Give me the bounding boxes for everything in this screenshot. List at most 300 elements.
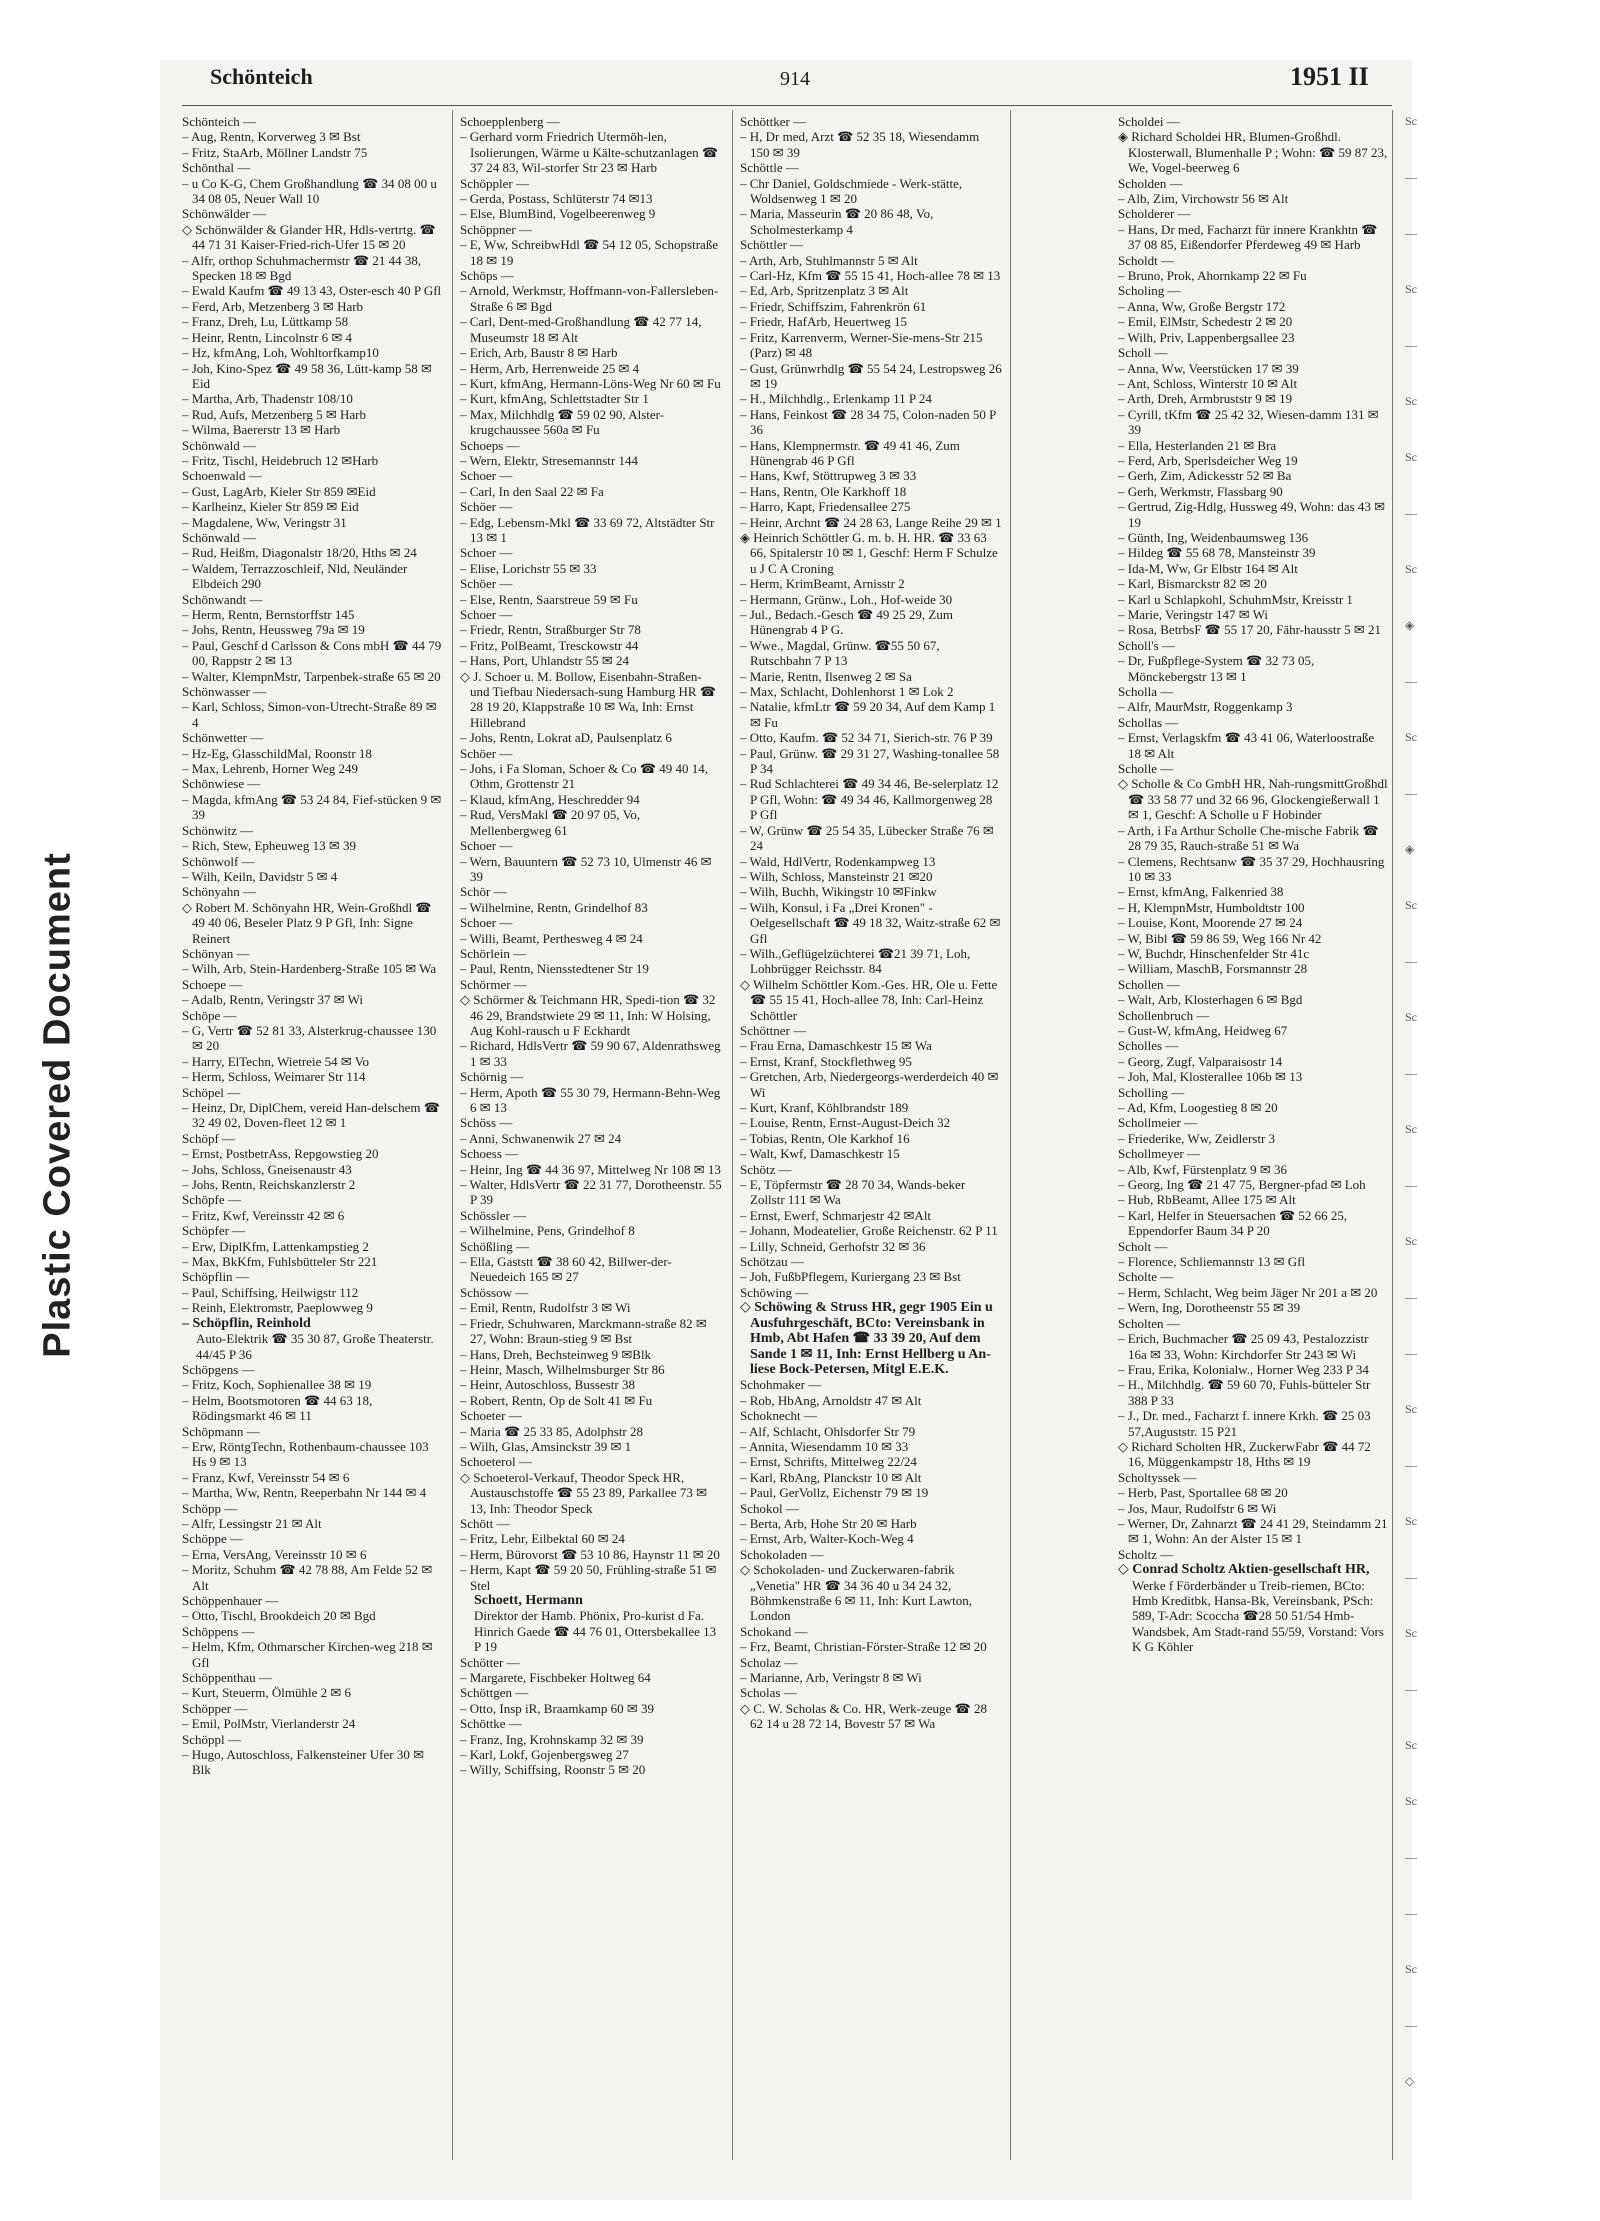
directory-entry: – Dr, Fußpflege-System ☎ 32 73 05, Mönckebergstr 13 ✉ 1 [1118, 653, 1318, 684]
edge-fragment: Sc [1405, 1010, 1417, 1024]
stamp-area [28, 820, 88, 1390]
directory-entry: Direktor der Hamb. Phönix, Pro-kurist d Fa. Hinrich Gaede ☎ 44 76 01, Ottersbekallee 13 P 19 [474, 1608, 720, 1655]
directory-entry: – Günth, Ing, Weidenbaumsweg 136 [1118, 529, 1309, 545]
directory-entry: – W, Grünw ☎ 25 54 35, Lübecker Straße 76 ✉ 24 [740, 822, 998, 854]
directory-entry: – Kurt, kfmAng, Hermann-Löns-Weg Nr 60 ✉ Fu [460, 375, 721, 391]
surname-heading: Schokoladen — [740, 1546, 824, 1562]
directory-entry: – Herm, KrimBeamt, Arnisstr 2 [740, 576, 905, 592]
directory-entry: – Moritz, Schuhm ☎ 42 78 88, Am Felde 52 ✉ Alt [182, 1562, 435, 1593]
directory-entry: – W, Bibl ☎ 59 86 59, Weg 166 Nr 42 [1118, 930, 1322, 946]
directory-entry: – Karlheinz, Kieler Str 859 ✉ Eid [182, 499, 359, 515]
surname-heading: Schöppens — [182, 1623, 255, 1639]
directory-entry: – Friedr, Schiffszim, Fahrenkrön 61 [740, 298, 927, 314]
directory-entry: – Walter, KlempnMstr, Tarpenbek-straße 65 ✉ 20 [182, 668, 441, 684]
edge-fragment: Sc [1405, 1122, 1417, 1136]
directory-entry: – Franz, Dreh, Lu, Lüttkamp 58 [182, 314, 349, 330]
directory-entry: – Rud, Heißm, Diagonalstr 18/20, Hths ✉ 24 [182, 545, 417, 561]
edge-fragment: — [1405, 2018, 1417, 2032]
edge-fragment: Sc [1405, 114, 1417, 128]
surname-heading: Schöpfer — [182, 1223, 246, 1239]
directory-entry: – Ernst, Ewerf, Schmarjestr 42 ✉Alt [740, 1207, 932, 1223]
surname-heading: Schoenwald — [182, 468, 262, 484]
directory-entry: – Hz-Eg, GlasschildMal, Roonstr 18 [182, 745, 372, 761]
directory-entry: – Robert, Rentn, Op de Solt 41 ✉ Fu [460, 1392, 653, 1408]
directory-entry: – Paul, Schiffsing, Heilwigstr 112 [182, 1284, 359, 1300]
directory-entry: ◇ Schörmer & Teichmann HR, Spedi-tion ☎ 32 46 29, Brandstwiete 29 ✉ 11, Inh: W Holsing, Aug Kohl-rausch u F Eckhardt [460, 992, 719, 1038]
surname-heading: Schötz — [740, 1161, 792, 1177]
surname-heading: Schörlein — [460, 945, 527, 961]
directory-entry: – Erw, DiplKfm, Lattenkampstieg 2 [182, 1238, 369, 1254]
directory-entry: – Harro, Kapt, Friedensallee 275 [740, 499, 911, 515]
directory-entry: – Bruno, Prok, Ahornkamp 22 ✉ Fu [1118, 268, 1307, 284]
surname-heading: Schönthal — [182, 160, 251, 176]
directory-entry: – Louise, Kont, Moorende 27 ✉ 24 [1118, 915, 1303, 931]
directory-entry: – Wald, HdlVertr, Rodenkampweg 13 [740, 853, 936, 869]
surname-heading: Schöpe — [182, 1007, 237, 1023]
edge-fragment: — [1405, 1458, 1417, 1472]
column-divider [452, 110, 453, 2160]
surname-heading: Schöttner — [740, 1022, 807, 1038]
surname-heading: Scholling — [1118, 1084, 1185, 1100]
surname-heading: Schoer — [460, 838, 513, 854]
directory-entry: – Tobias, Rentn, Ole Karkhof 16 [740, 1130, 910, 1146]
column-4 [1118, 114, 1391, 2164]
directory-entry: – Gerh, Werkmstr, Flassbarg 90 [1118, 483, 1283, 499]
surname-heading: Schöppner — [460, 221, 532, 237]
directory-entry: – Hans, Klempnermstr. ☎ 49 41 46, Zum Hünengrab 46 P Gfl [740, 437, 964, 468]
directory-entry: – Arnold, Werkmstr, Hoffmann-von-Fallersleben-Straße 6 ✉ Bgd [460, 283, 719, 314]
surname-heading: Scholderer — [1118, 206, 1191, 222]
directory-entry: – Erw, RöntgTechn, Rothenbaum-chaussee 103 Hs 9 ✉ 13 [182, 1438, 432, 1470]
adjacent-page-edge [1405, 114, 1425, 2114]
directory-entry: – Rich, Stew, Epheuweg 13 ✉ 39 [182, 838, 356, 854]
directory-entry: – Fritz, Koch, Sophienallee 38 ✉ 19 [182, 1377, 372, 1393]
directory-entry: – Ed, Arb, Spritzenplatz 3 ✉ Alt [740, 283, 909, 299]
directory-entry: – Ernst, Arb, Walter-Koch-Weg 4 [740, 1531, 914, 1547]
directory-entry: – Maria ☎ 25 33 85, Adolphstr 28 [460, 1423, 644, 1439]
directory-entry: – Anna, Ww, Veerstücken 17 ✉ 39 [1118, 360, 1299, 376]
directory-entry: – Emil, PolMstr, Vierlanderstr 24 [182, 1716, 356, 1732]
directory-entry: – Gerhard vorm Friedrich Utermöh-len, Isolierungen, Wärme u Kälte-schutzanlagen ☎ 37 24 83, Wil-storfer Str 23 ✉ Harb [460, 129, 722, 176]
directory-entry: – Florence, Schliemannstr 13 ✉ Gfl [1118, 1254, 1306, 1270]
directory-entry: – Johs, Schloss, Gneisenaustr 43 [182, 1161, 352, 1177]
edge-fragment: ◈ [1405, 842, 1415, 856]
surname-heading: Schöpp — [182, 1500, 238, 1516]
surname-heading: Schoer — [460, 607, 513, 622]
year-volume: 1951 II [1290, 62, 1369, 91]
edge-fragment: — [1405, 1570, 1417, 1584]
surname-heading: Schollmeier — [1118, 1115, 1198, 1131]
edge-fragment: — [1405, 1178, 1417, 1192]
surname-heading: Schoepe — [182, 976, 243, 992]
edge-fragment: — [1405, 954, 1417, 968]
edge-fragment: Sc [1405, 282, 1417, 296]
surname-heading: Schöttler — [740, 237, 804, 253]
directory-entry: – Emil, Rentn, Rudolfstr 3 ✉ Wi [460, 1300, 631, 1316]
directory-entry: ◇ Robert M. Schönyahn HR, Wein-Großhdl ☎ 49 40 06, Beseler Platz 9 P Gfl, Inh: Signe Reinert [182, 899, 435, 946]
directory-entry: – Herm, Kapt ☎ 59 20 50, Frühling-straße 51 ✉ Stel [460, 1562, 720, 1593]
directory-entry: – Walt, Kwf, Damaschkestr 15 [740, 1146, 900, 1162]
directory-entry: – Wilh, Glas, Amsinckstr 39 ✉ 1 [460, 1438, 632, 1454]
surname-heading: Scholl's — [1118, 637, 1175, 653]
directory-entry: – E, Töpfermstr ☎ 28 70 34, Wands-beker Zollstr 111 ✉ Wa [740, 1177, 969, 1208]
edge-fragment: — [1405, 1066, 1417, 1080]
edge-fragment: — [1405, 506, 1417, 520]
directory-entry: – H, Dr med, Arzt ☎ 52 35 18, Wiesendamm 150 ✉ 39 [740, 129, 983, 160]
directory-entry: – Hz, kfmAng, Loh, Wohltorfkamp10 [182, 345, 379, 361]
surname-heading: Schöpmann — [182, 1423, 260, 1439]
surname-heading: Schörnig — [460, 1069, 524, 1085]
directory-entry: – Ernst, PostbetrAss, Repgowstieg 20 [182, 1146, 379, 1162]
directory-entry: – Wern, Elektr, Stresemannstr 144 [460, 452, 638, 468]
surname-heading: Schokol — [740, 1500, 799, 1516]
directory-entry: – Anna, Ww, Große Bergstr 172 [1118, 298, 1286, 314]
column-divider [732, 110, 733, 2160]
directory-entry: – Joh, FußbPflegem, Kuriergang 23 ✉ Bst [740, 1269, 961, 1285]
surname-heading: Schöss — [460, 1115, 513, 1131]
directory-entry: – Alfr, MaurMstr, Roggenkamp 3 [1118, 699, 1293, 715]
edge-fragment: — [1405, 1906, 1417, 1920]
surname-heading: Schöppenhauer — [182, 1593, 279, 1608]
surname-heading: Schöppler — [460, 175, 529, 191]
directory-entry: – Wilma, Baererstr 13 ✉ Harb [182, 422, 341, 438]
surname-heading: Schöpper — [182, 1700, 248, 1716]
directory-entry: – Rud, Aufs, Metzenberg 5 ✉ Harb [182, 406, 366, 422]
surname-heading: Scholles — [1118, 1038, 1179, 1054]
directory-entry: ◇ Wilhelm Schöttler Kom.-Ges. HR, Ole u. Fette ☎ 55 15 41, Hoch-allee 78, Inh: Carl-Heinz Schöttler [740, 976, 1001, 1023]
edge-fragment: Sc [1405, 562, 1417, 576]
directory-page [160, 60, 1417, 2200]
surname-heading: Schöttke — [460, 1716, 522, 1732]
directory-entry: – Chr Daniel, Goldschmiede - Werk-stätte, Woldsenweg 1 ✉ 20 [740, 175, 966, 207]
directory-entry: – Gertrud, Zig-Hdlg, Hussweg 49, Wohn: das 43 ✉ 19 [1118, 499, 1389, 530]
edge-fragment: Sc [1405, 450, 1417, 464]
directory-entry: ◈ Richard Scholdei HR, Blumen-Großhdl. Klosterwall, Blumenhalle P ; Wohn: ☎ 59 87 23, We, Vogel-beerweg 6 [1118, 129, 1391, 176]
edge-fragment: — [1405, 1290, 1417, 1304]
directory-entry: – Wilh, Schloss, Mansteinstr 21 ✉20 [740, 868, 933, 884]
edge-fragment: Sc [1405, 1626, 1417, 1640]
surname-heading: Schönyahn — [182, 884, 257, 900]
directory-entry: – Gerda, Postass, Schlüterstr 74 ✉13 [460, 191, 653, 207]
directory-entry: – Hans, Port, Uhlandstr 55 ✉ 24 [460, 653, 630, 669]
directory-entry: Werke f Förderbänder u Treib-riemen, BCto: Hmb Kreditbk, Hansa-Bk, Vereinsbank, PSch: 589, T-Adr: Scoccha ☎28 50 51/54 Hmb-Wandsbek, Am Stadt-rand 55/59, Vorstand: Vors K G Köhler [1132, 1577, 1388, 1655]
surname-heading: Scholla — [1118, 684, 1174, 700]
directory-entry: – Fritz, StaArb, Möllner Landstr 75 [182, 144, 368, 160]
surname-heading: Schoess — [460, 1146, 519, 1162]
directory-entry: – Friederike, Ww, Zeidlerstr 3 [1118, 1130, 1276, 1146]
directory-entry: – Rud Schlachterei ☎ 49 34 46, Be-selerplatz 12 P Gfl, Wohn: ☎ 49 34 46, Kallmorgenweg 28 P Gfl [740, 776, 1002, 823]
directory-entry: – Erich, Buchmacher ☎ 25 09 43, Pestalozzistr 16a ✉ 33, Wohn: Kirchdorfer Str 243 ✉ Wi [1118, 1331, 1372, 1362]
surname-heading: Schönyan — [182, 945, 250, 961]
directory-entry: – Georg, Zugf, Valparaisostr 14 [1118, 1053, 1283, 1069]
surname-heading: Schönwetter — [182, 730, 264, 746]
surname-heading: Schönwasser — [182, 684, 267, 700]
directory-entry: – Magdalene, Ww, Veringstr 31 [182, 514, 347, 530]
directory-entry: – Ella, Hesterlanden 21 ✉ Bra [1118, 437, 1277, 453]
surname-heading: Schöpgens — [182, 1361, 255, 1377]
surname-heading: Schoeps — [460, 437, 520, 453]
directory-entry: – W, Buchdr, Hinschenfelder Str 41c [1118, 945, 1310, 961]
directory-entry: ◇ Schönwälder & Glander HR, Hdls-vertrtg. ☎ 44 71 31 Kaiser-Fried-rich-Ufer 15 ✉ 20 [182, 221, 439, 253]
directory-entry: – Helm, Kfm, Othmarscher Kirchen-weg 218 ✉ Gfl [182, 1639, 436, 1670]
directory-entry: – Anni, Schwanenwik 27 ✉ 24 [460, 1130, 622, 1146]
directory-entry: – Herm, Schloss, Weimarer Str 114 [182, 1069, 366, 1085]
surname-heading: Schoer — [460, 468, 513, 484]
directory-entry: – Marianne, Arb, Veringstr 8 ✉ Wi [740, 1670, 922, 1686]
directory-entry: – Else, BlumBind, Vogelbeerenweg 9 [460, 206, 656, 222]
directory-entry: – Karl, Lokf, Gojenbergsweg 27 [460, 1747, 629, 1763]
surname-heading: Schöwing — [740, 1284, 809, 1300]
header-rule [182, 105, 1392, 106]
directory-entry: – Margarete, Fischbeker Holtweg 64 [460, 1670, 651, 1686]
surname-heading: Schöttle — [740, 160, 799, 176]
directory-entry: ◇ Schöwing & Struss HR, gegr 1905 Ein u Ausfuhrgeschäft, BCto: Vereinsbank in Hmb, Abt Hafen ☎ 33 39 20, Auf dem Sande 1 ✉ 11, Inh: Ernst Hellberg u An-liese Bock-Petersen, Mitgl E.E.K. [740, 1300, 996, 1377]
directory-entry: – Werner, Dr, Zahnarzt ☎ 24 41 29, Steindamm 21 ✉ 1, Wohn: An der Alster 15 ✉ 1 [1118, 1515, 1391, 1547]
directory-entry: – Wilhelmine, Pens, Grindelhof 8 [460, 1223, 635, 1239]
surname-heading: Schoeterol — [460, 1454, 532, 1470]
directory-entry: – Harry, ElTechn, Wietreie 54 ✉ Vo [182, 1053, 369, 1069]
directory-entry: – Paul, Rentn, Niensstedtener Str 19 [460, 961, 649, 977]
directory-entry: – Alfr, Lessingstr 21 ✉ Alt [182, 1515, 322, 1531]
directory-entry: – Max, Milchhdlg ☎ 59 02 90, Alster-krugchaussee 560a ✉ Fu [460, 406, 665, 438]
surname-heading: Schoer — [460, 545, 513, 561]
surname-heading: Schöppenthau — [182, 1670, 272, 1686]
surname-heading: Scholle — [1118, 761, 1174, 777]
directory-entry: – Ant, Schloss, Winterstr 10 ✉ Alt [1118, 375, 1298, 391]
directory-entry: – Annita, Wiesendamm 10 ✉ 33 [740, 1438, 909, 1454]
directory-entry: – Wilh, Priv, Lappenbergsallee 23 [1118, 329, 1295, 345]
edge-fragment: Sc [1405, 1962, 1417, 1976]
directory-entry: – Ella, Gaststt ☎ 38 60 42, Billwer-der-Neuedeich 165 ✉ 27 [460, 1254, 672, 1285]
surname-heading: Schöttker — [740, 114, 807, 129]
directory-entry: – Johs, Rentn, Heussweg 79a ✉ 19 [182, 622, 365, 638]
edge-fragment: Sc [1405, 1234, 1417, 1248]
surname-heading: Scholte — [1118, 1269, 1174, 1285]
directory-entry: – Jos, Maur, Rudolfstr 6 ✉ Wi [1118, 1500, 1277, 1516]
column-divider [1392, 110, 1393, 2160]
directory-entry: – Friedr, Schuhwaren, Marckmann-straße 82 ✉ 27, Wohn: Braun-stieg 9 ✉ Bst [460, 1315, 711, 1347]
directory-entry: – Martha, Arb, Thadenstr 108/10 [182, 391, 353, 407]
directory-entry: – Lilly, Schneid, Gerhofstr 32 ✉ 36 [740, 1238, 926, 1254]
surname-heading: Schollmeyer — [1118, 1146, 1200, 1162]
directory-entry: – Frau Erna, Damaschkestr 15 ✉ Wa [740, 1038, 932, 1054]
directory-entry: – Heinr, Ing ☎ 44 36 97, Mittelweg Nr 108 ✉ 13 [460, 1161, 721, 1177]
directory-entry: – Maria, Masseurin ☎ 20 86 48, Vo, Scholmesterkamp 4 [740, 206, 937, 237]
directory-entry: – Rud, VersMakl ☎ 20 97 05, Vo, Mellenbergweg 61 [460, 807, 644, 838]
directory-entry: – Hans, Feinkost ☎ 28 34 75, Colon-naden 50 P 36 [740, 406, 1000, 438]
page-number: 914 [780, 68, 810, 90]
edge-fragment: Sc [1405, 1402, 1417, 1416]
edge-fragment: ◈ [1405, 618, 1415, 632]
directory-entry: – Alb, Zim, Virchowstr 56 ✉ Alt [1118, 191, 1289, 207]
directory-entry: – Emil, ElMstr, Schedestr 2 ✉ 20 [1118, 314, 1293, 330]
edge-fragment: — [1405, 226, 1417, 240]
surname-heading: Schöer — [460, 745, 513, 761]
surname-heading: Scholtyssek — [1118, 1469, 1197, 1485]
directory-entry: – Ernst, Kranf, Stockflethweg 95 [740, 1053, 912, 1069]
directory-entry: – Franz, Kwf, Vereinsstr 54 ✉ 6 [182, 1469, 350, 1485]
directory-entry: ◇ Conrad Scholtz Aktien-gesellschaft HR, [1118, 1562, 1370, 1578]
directory-entry: – Herm, Schlacht, Weg beim Jäger Nr 201 a ✉ 20 [1118, 1284, 1378, 1300]
surname-heading: Schöppl — [182, 1731, 241, 1747]
directory-entry: – Joh, Mal, Klosterallee 106b ✉ 13 [1118, 1069, 1303, 1085]
directory-entry: – Paul, GerVollz, Eichenstr 79 ✉ 19 [740, 1485, 929, 1501]
surname-heading: Schoeter — [460, 1408, 522, 1424]
surname-heading: Schollen — [1118, 976, 1180, 992]
directory-entry: – Karl, RbAng, Planckstr 10 ✉ Alt [740, 1469, 922, 1485]
directory-entry: – Heinr, Masch, Wilhelmsburger Str 86 [460, 1361, 665, 1377]
directory-entry: – Edg, Lebensm-Mkl ☎ 33 69 72, Altstädter Str 13 ✉ 1 [460, 514, 718, 545]
surname-heading: Schönwandt — [182, 591, 263, 607]
directory-entry: – Heinr, Rentn, Lincolnstr 6 ✉ 4 [182, 329, 352, 345]
directory-entry: ◇ Scholle & Co GmbH HR, Nah-rungsmittGroßhdl ☎ 33 58 77 und 32 66 96, Glockengießerwall 1 ✉ 1, Geschf: A Scholle u F Hobinder [1118, 776, 1391, 823]
surname-heading: Schoknecht — [740, 1408, 817, 1424]
surname-heading: Schohmaker — [740, 1377, 822, 1393]
edge-fragment: Sc [1405, 730, 1417, 744]
edge-fragment: Sc [1405, 1794, 1417, 1808]
directory-entry: – Herm, Bürovorst ☎ 53 10 86, Haynstr 11 ✉ 20 [460, 1546, 720, 1562]
directory-entry: – Max, Lehrenb, Horner Weg 249 [182, 761, 358, 777]
directory-entry: – H., Milchhdlg., Erlenkamp 11 P 24 [740, 391, 932, 407]
surname-heading: Scholdt — [1118, 252, 1174, 268]
directory-entry: – Helm, Bootsmotoren ☎ 44 63 18, Rödingsmarkt 46 ✉ 11 [182, 1392, 376, 1424]
directory-entry: – Alf, Schlacht, Ohlsdorfer Str 79 [740, 1423, 916, 1439]
directory-entry: – Friedr, HafArb, Heuertweg 15 [740, 314, 907, 330]
directory-entry: – Herb, Past, Sportallee 68 ✉ 20 [1118, 1485, 1288, 1501]
directory-entry: – Natalie, kfmLtr ☎ 59 20 34, Auf dem Kamp 1 ✉ Fu [740, 699, 999, 730]
surname-heading: Scholaz — [740, 1654, 798, 1670]
surname-heading: Schötzau — [740, 1254, 804, 1270]
surname-heading: Scholten — [1118, 1315, 1180, 1331]
directory-entry: – Fritz, PolBeamt, Tresckowstr 44 [460, 637, 639, 653]
directory-entry: – Ernst, Schrifts, Mittelweg 22/24 [740, 1454, 917, 1470]
surname-heading: Schönwolf — [182, 853, 255, 869]
edge-fragment: — [1405, 1850, 1417, 1864]
directory-entry: – Hans, Dreh, Bechsteinweg 9 ✉Blk [460, 1346, 652, 1362]
directory-entry: – Walt, Arb, Klosterhagen 6 ✉ Bgd [1118, 992, 1303, 1008]
directory-entry: – Max, Schlacht, Dohlenhorst 1 ✉ Lok 2 [740, 684, 954, 700]
directory-entry: – Martha, Ww, Rentn, Reeperbahn Nr 144 ✉ 4 [182, 1485, 427, 1501]
edge-fragment: — [1405, 170, 1417, 184]
surname-heading: Schößling — [460, 1238, 529, 1254]
surname-heading: Scholas — [740, 1685, 797, 1701]
surname-heading: Schörmer — [460, 976, 527, 992]
directory-entry: – Karl u Schlapkohl, SchuhmMstr, Kreisstr 1 [1118, 591, 1353, 607]
directory-entry: – J., Dr. med., Facharzt f. innere Krkh. ☎ 25 03 57,Auguststr. 15 P21 [1118, 1408, 1374, 1439]
directory-entry: – Wwe., Magdal, Grünw. ☎55 50 67, Rutschbahn 7 P 13 [740, 637, 943, 669]
surname-heading: Schössow — [460, 1284, 529, 1300]
directory-entry: – Walter, HdlsVertr ☎ 22 31 77, Dorotheenstr. 55 P 39 [460, 1177, 725, 1208]
directory-entry: – Georg, Ing ☎ 21 47 75, Bergner-pfad ✉ Loh [1118, 1177, 1366, 1193]
edge-fragment: — [1405, 1682, 1417, 1696]
directory-entry: – Gust-W, kfmAng, Heidweg 67 [1118, 1022, 1288, 1038]
surname-heading: Schönwälder — [182, 206, 267, 222]
directory-entry: – Wern, Ing, Dorotheenstr 55 ✉ 39 [1118, 1300, 1301, 1316]
surname-heading: Schönwald — [182, 437, 257, 453]
directory-entry: – Willy, Schiffsing, Roonstr 5 ✉ 20 [460, 1762, 646, 1778]
surname-heading: Schönwitz — [182, 822, 254, 838]
directory-entry: – Magda, kfmAng ☎ 53 24 84, Fief-stücken 9 ✉ 39 [182, 791, 445, 823]
surname-heading: Scholdei — [1118, 114, 1180, 129]
directory-entry: – Carl, Dent-med-Großhandlung ☎ 42 77 14, Museumstr 18 ✉ Alt [460, 314, 705, 345]
directory-entry: – Klaud, kfmAng, Heschredder 94 [460, 791, 640, 807]
edge-fragment: — [1405, 786, 1417, 800]
edge-fragment: — [1405, 338, 1417, 352]
directory-entry: – Wilh, Keiln, Davidstr 5 ✉ 4 [182, 868, 338, 884]
directory-entry: – Schöpflin, Reinhold [182, 1315, 311, 1331]
directory-entry: – Wern, Bauuntern ☎ 52 73 10, Ulmenstr 46 ✉ 39 [460, 853, 715, 884]
directory-entry: – Marie, Veringstr 147 ✉ Wi [1118, 607, 1268, 622]
directory-entry: – Jul., Bedach.-Gesch ☎ 49 25 29, Zum Hünengrab 4 P G. [740, 607, 957, 638]
directory-entry: ◇ Richard Scholten HR, ZuckerwFabr ☎ 44 72 16, Müggenkampstr 18, Hths ✉ 19 [1118, 1438, 1375, 1470]
surname-heading: Schönwiese — [182, 776, 261, 792]
directory-entry: – Gerh, Zim, Adickesstr 52 ✉ Ba [1118, 468, 1292, 484]
surname-heading: Schöer — [460, 576, 513, 592]
directory-entry: – Arth, Arb, Stuhlmannstr 5 ✉ Alt [740, 252, 918, 268]
surname-heading: Scholing — [1118, 283, 1181, 299]
surname-heading: Schollas — [1118, 714, 1179, 730]
surname-heading: Schöps — [460, 268, 514, 284]
surname-heading: Schöpfe — [182, 1192, 241, 1208]
directory-entry: – Johann, Modeatelier, Große Reichenstr. 62 P 11 [740, 1223, 998, 1239]
directory-entry: – u Co K-G, Chem Großhandlung ☎ 34 08 00 u 34 08 05, Neuer Wall 10 [182, 175, 441, 207]
directory-entry: – Kurt, Steuerm, Ölmühle 2 ✉ 6 [182, 1685, 352, 1701]
directory-entry: – Karl, Helfer in Steuersachen ☎ 52 66 25, Eppendorfer Baum 34 P 20 [1118, 1207, 1351, 1239]
surname-heading: Schöppe — [182, 1531, 244, 1547]
directory-entry: – Cyrill, tKfm ☎ 25 42 32, Wiesen-damm 131 ✉ 39 [1118, 406, 1382, 438]
directory-entry: ◇ C. W. Scholas & Co. HR, Werk-zeuge ☎ 28 62 14 u 28 72 14, Bovestr 57 ✉ Wa [740, 1700, 991, 1732]
directory-entry: – Hans, Dr med, Facharzt für innere Krankhtn ☎ 37 08 85, Eißendorfer Pferdeweg 49 ✉ Harb [1118, 221, 1381, 253]
directory-entry: – Joh, Kino-Spez ☎ 49 58 36, Lütt-kamp 58 ✉ Eid [182, 360, 436, 391]
directory-entry: – Erna, VersAng, Vereinsstr 10 ✉ 6 [182, 1546, 367, 1562]
directory-entry: – Wilh, Konsul, i Fa „Drei Kronen" - Oelgesellschaft ☎ 49 18 32, Waitz-straße 62 ✉ Gfl [740, 899, 1004, 946]
directory-entry: – Ernst, Verlagskfm ☎ 43 41 06, Waterloostraße 18 ✉ Alt [1118, 730, 1378, 761]
surname-heading: Schollenbruch — [1118, 1007, 1210, 1023]
directory-entry: – Franz, Ing, Krohnskamp 32 ✉ 39 [460, 1731, 644, 1747]
directory-entry: – Ernst, kfmAng, Falkenried 38 [1118, 884, 1284, 900]
directory-entry: – Erich, Arb, Baustr 8 ✉ Harb [460, 345, 618, 361]
directory-entry: – Wilhelmine, Rentn, Grindelhof 83 [460, 899, 648, 915]
directory-entry: – H., Milchhdlg. ☎ 59 60 70, Fuhls-bütteler Str 388 P 33 [1118, 1377, 1374, 1408]
directory-entry: – Fritz, Tischl, Heidebruch 12 ✉Harb [182, 452, 379, 468]
directory-entry: – Otto, Kaufm. ☎ 52 34 71, Sierich-str. 76 P 39 [740, 730, 993, 746]
surname-heading: Schött — [460, 1515, 510, 1531]
directory-entry: – Otto, Insp iR, Braamkamp 60 ✉ 39 [460, 1700, 654, 1716]
directory-entry: – Heinr, Autoschloss, Bussestr 38 [460, 1377, 635, 1393]
column-divider [1010, 110, 1011, 2160]
directory-entry: – Karl, Schloss, Simon-von-Utrecht-Straße 89 ✉ 4 [182, 699, 440, 730]
directory-entry: – Else, Rentn, Saarstreue 59 ✉ Fu [460, 591, 638, 607]
column-3 [740, 114, 1005, 2164]
directory-entry: – Fritz, Kwf, Vereinsstr 42 ✉ 6 [182, 1207, 345, 1223]
directory-entry: – Paul, Geschf d Carlsson & Cons mbH ☎ 44 79 00, Rappstr 2 ✉ 13 [182, 637, 445, 669]
directory-entry: – Hans, Kwf, Stöttrupweg 3 ✉ 33 [740, 468, 917, 484]
surname-heading: Schönteich — [182, 114, 257, 129]
directory-entry: – Gust, LagArb, Kieler Str 859 ✉Eid [182, 483, 376, 499]
surname-heading: Schötter — [460, 1654, 520, 1670]
directory-entry: – Rob, HbAng, Arnoldstr 47 ✉ Alt [740, 1392, 922, 1408]
surname-heading: Schöttgen — [460, 1685, 529, 1701]
directory-entry: – Max, BkKfm, Fuhlsbütteler Str 221 [182, 1254, 378, 1270]
surname-heading: Schokand — [740, 1623, 808, 1639]
directory-entry: – Rosa, BetrbsF ☎ 55 17 20, Fähr-hausstr 5 ✉ 21 [1118, 622, 1381, 638]
directory-entry: – Carl-Hz, Kfm ☎ 55 15 41, Hoch-allee 78 ✉ 13 [740, 268, 1001, 284]
directory-entry: – Elise, Lorichstr 55 ✉ 33 [460, 560, 597, 576]
directory-entry: ◇ Schokoladen- und Zuckerwaren-fabrik „Venetia" HR ☎ 34 36 40 u 34 24 32, Böhmkenstraße 6 ✉ 11, Inh: Kurt Lawton, London [740, 1562, 976, 1624]
directory-entry: – Wilh.,Geflügelzüchterei ☎21 39 71, Loh, Lohbrügger Reichsstr. 84 [740, 945, 974, 977]
surname-heading: Schöpel — [182, 1084, 241, 1100]
directory-entry: Auto-Elektrik ☎ 35 30 87, Große Theaterstr. 44/45 P 36 [196, 1331, 437, 1362]
